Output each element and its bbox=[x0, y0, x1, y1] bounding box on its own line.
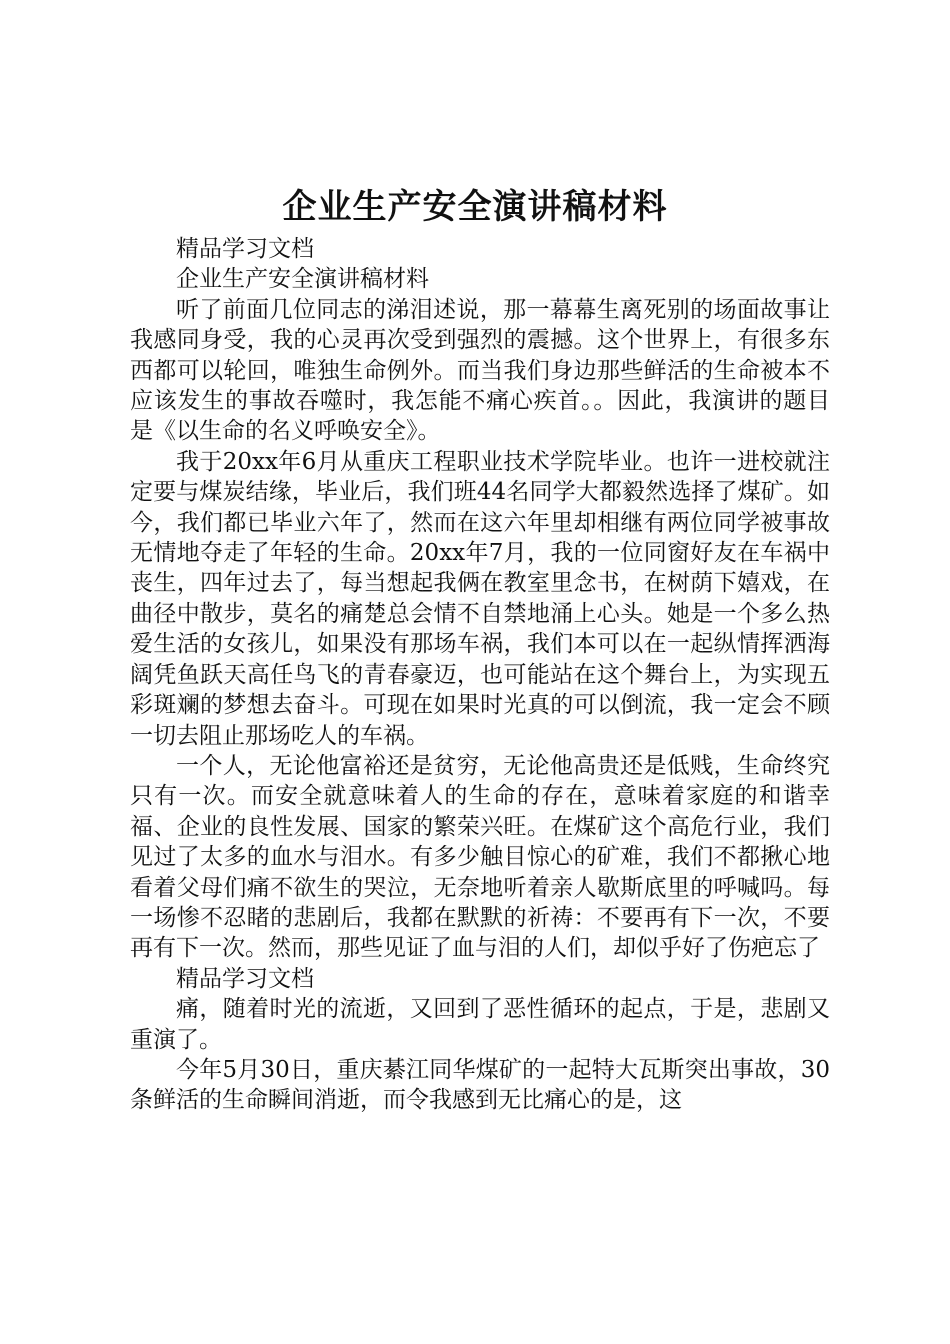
subtitle-line: 企业生产安全演讲稿材料 bbox=[176, 266, 429, 293]
document-body bbox=[130, 234, 830, 1116]
header-note: 精品学习文档 bbox=[176, 236, 314, 262]
paragraph: 听了前面几位同志的涕泪述说，那一幕幕生离死别的场面故事让我感同身受，我的心灵再次受到强烈的震撼。这个世界上，有很多东西都可以轮回，唯独生命例外。而当我们身边那些鲜活的生命被本不应该发生的事故吞噬时，我怎能不痛心疾首。。因此，我演讲的题目是《以生命的名义呼唤安全》。 bbox=[130, 296, 830, 445]
paragraph: 痛，随着时光的流逝，又回到了恶性循环的起点，于是，悲剧又重演了。 bbox=[130, 996, 830, 1053]
footer-note: 精品学习文档 bbox=[176, 965, 314, 992]
paragraph: 今年5月30日，重庆綦江同华煤矿的一起特大瓦斯突出事故，30条鲜活的生命瞬间消逝，而令我感到无比痛心的是，这 bbox=[130, 1056, 830, 1114]
paragraph: 一个人，无论他富裕还是贫穷，无论他高贵还是低贱，生命终究只有一次。而安全就意味着人的生命的存在，意味着家庭的和谐幸福、企业的良性发展、国家的繁荣兴旺。在煤矿这个高危行业，我们见过了太多的血水与泪水。有多少触目惊心的矿难，我们不都揪心地看着父母们痛不欲生的哭泣，无奈地听着亲人歇斯底里的呼喊吗。每一场惨不忍睹的悲剧后，我都在默默的祈祷：不要再有下一次，不要再有下一次。然而，那些见证了血与泪的人们，却似乎好了伤疤忘了 bbox=[130, 752, 830, 962]
paragraph: 我于20xx年6月从重庆工程职业技术学院毕业。也许一进校就注定要与煤炭结缘，毕业后，我们班44名同学大都毅然选择了煤矿。如今，我们都已毕业六年了，然而在这六年里却相继有两位同学被事故无情地夺走了年轻的生命。20xx年7月，我的一位同窗好友在车祸中丧生，四年过去了，每当想起我俩在教室里念书，在树荫下嬉戏，在曲径中散步，莫名的痛楚总会情不自禁地涌上心头。她是一个多么热爱生活的女孩儿，如果没有那场车祸，我们本可以在一起纵情挥洒海阔凭鱼跃天高任鸟飞的青春豪迈，也可能站在这个舞台上，为实现五彩斑斓的梦想去奋斗。可现在如果时光真的可以倒流，我一定会不顾一切去阻止那场吃人的车祸。 bbox=[130, 448, 830, 749]
document-title: 企业生产安全演讲稿材料 bbox=[282, 187, 668, 227]
